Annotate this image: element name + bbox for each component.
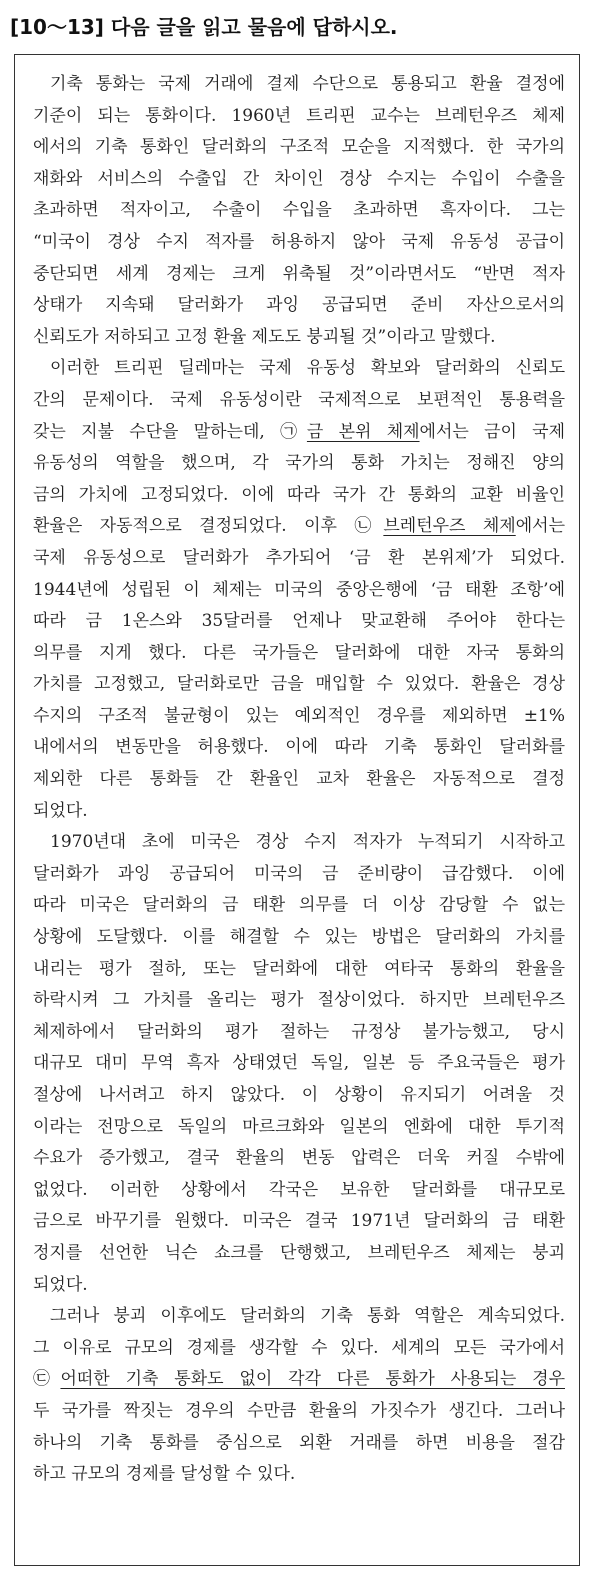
passage-line: 제외한 다른 통화들 간 환율인 교차 환율은 자동적으로 결정 bbox=[33, 769, 565, 790]
passage-line: 초과하면 적자이고, 수출이 수입을 초과하면 흑자이다. 그는 bbox=[33, 200, 565, 221]
passage-line: 상황에 도달했다. 이를 해결할 수 있는 방법은 달러화의 가치를 bbox=[33, 927, 565, 948]
passage-line: 이러한 트리핀 딜레마는 국제 유동성 확보와 달러화의 신뢰도 bbox=[50, 358, 565, 379]
passage-line: 대규모 대미 무역 흑자 상태였던 독일, 일본 등 주요국들은 평가 bbox=[33, 1053, 565, 1074]
passage-line: 유동성의 역할을 했으며, 각 국가의 통화 가치는 정해진 양의 bbox=[33, 453, 565, 474]
passage-line: 신뢰도가 저하되고 고정 환율 제도도 붕괴될 것”이라고 말했다. bbox=[33, 326, 496, 347]
passage-line: 간의 문제이다. 국제 유동성이란 국제적으로 보편적인 통용력을 bbox=[33, 389, 565, 410]
passage-line: 이라는 전망으로 독일의 마르크화와 일본의 엔화에 대한 투기적 bbox=[33, 1116, 565, 1137]
passage-line: 기축 통화는 국제 거래에 결제 수단으로 통용되고 환율 결정에 bbox=[50, 74, 565, 94]
passage-line: 두 국가를 짝짓는 경우의 수만큼 환율의 가짓수가 생긴다. 그러나 bbox=[33, 1400, 565, 1421]
passage-line: 상태가 지속돼 달러화가 과잉 공급되면 준비 자산으로서의 bbox=[33, 295, 565, 316]
passage-line: 따라 미국은 달러화의 금 태환 의무를 더 이상 감당할 수 없는 bbox=[33, 895, 565, 916]
passage-line: 되었다. bbox=[33, 1274, 88, 1295]
passage-line: 하고 규모의 경제를 달성할 수 있다. bbox=[33, 1464, 296, 1485]
passage-line: 하나의 기축 통화를 중심으로 외환 거래를 하면 비용을 절감 bbox=[33, 1432, 565, 1453]
passage-line: 그러나 붕괴 이후에도 달러화의 기축 통화 역할은 계속되었다. bbox=[50, 1306, 565, 1327]
passage-line: 수요가 증가했고, 결국 환율의 변동 압력은 더욱 커질 수밖에 bbox=[33, 1148, 565, 1169]
line-text: 에서는 금이 국제 bbox=[419, 421, 566, 442]
passage-line: 국제 유동성으로 달러화가 추가되어 ‘금 환 본위제’가 되었다. bbox=[33, 547, 565, 568]
passage-line: 수지의 구조적 불균형이 있는 예외적인 경우를 제외하면 ±1% bbox=[33, 705, 565, 726]
passage-line: 가치를 고정했고, 달러화로만 금을 매입할 수 있었다. 환율은 경상 bbox=[33, 674, 565, 695]
passage-line: 달러화가 과잉 공급되어 미국의 금 준비량이 급감했다. 이에 bbox=[33, 863, 565, 884]
passage-line: 재화와 서비스의 수출입 간 차이인 경상 수지는 수입이 수출을 bbox=[33, 168, 565, 189]
line-text: 갖는 지불 수단을 말하는데, bbox=[33, 421, 281, 442]
passage-line: 기준이 되는 통화이다. 1960년 트리핀 교수는 브레턴우즈 체제 bbox=[33, 105, 565, 126]
passage-line bbox=[33, 417, 565, 449]
passage-line: 1970년대 초에 미국은 경상 수지 적자가 누적되기 시작하고 bbox=[50, 832, 565, 853]
passage-line: “미국이 경상 수지 적자를 허용하지 않아 국제 유동성 공급이 bbox=[33, 231, 565, 252]
passage-text bbox=[33, 69, 565, 1491]
passage-line: 정지를 선언한 닉슨 쇼크를 단행했고, 브레턴우즈 체제는 붕괴 bbox=[33, 1242, 565, 1263]
passage-line: 중단되면 세계 경제는 크게 위축될 것”이라면서도 “반면 적자 bbox=[33, 263, 565, 284]
line-text: 에서는 bbox=[515, 516, 565, 537]
circled-marker: ㉠ bbox=[280, 421, 307, 442]
passage-box bbox=[14, 54, 580, 1566]
underlined-phrase: 브레턴우즈 체제 bbox=[383, 516, 516, 537]
passage-line: 체제하에서 달러화의 평가 절하는 규정상 불가능했고, 당시 bbox=[33, 1021, 565, 1042]
passage-line: 내에서의 변동만을 허용했다. 이에 따라 기축 통화인 달러화를 bbox=[33, 737, 565, 758]
line-text: 환율은 자동적으로 결정되었다. 이후 bbox=[33, 516, 355, 537]
passage-line: 의무를 지게 했다. 다른 국가들은 달러화에 대한 자국 통화의 bbox=[33, 642, 565, 663]
passage-line bbox=[33, 1364, 565, 1396]
passage-line: 내리는 평가 절하, 또는 달러화에 대한 여타국 통화의 환율을 bbox=[33, 958, 565, 979]
circled-marker: ㉡ bbox=[354, 516, 384, 537]
passage-line: 절상에 나서려고 하지 않았다. 이 상황이 유지되기 어려울 것 bbox=[33, 1085, 565, 1105]
passage-line: 없었다. 이러한 상황에서 각국은 보유한 달러화를 대규모로 bbox=[33, 1179, 565, 1200]
passage-line bbox=[33, 511, 565, 543]
passage-line: 금의 가치에 고정되었다. 이에 따라 국가 간 통화의 교환 비율인 bbox=[33, 484, 565, 505]
underlined-phrase: 어떠한 기축 통화도 없이 각각 다른 통화가 사용되는 경우 bbox=[60, 1369, 565, 1390]
passage-line: 금으로 바꾸기를 원했다. 미국은 결국 1971년 달러화의 금 태환 bbox=[33, 1211, 565, 1232]
passage-line: 되었다. bbox=[33, 800, 88, 821]
circled-marker: ㉢ bbox=[33, 1369, 61, 1390]
underlined-phrase: 금 본위 체제 bbox=[306, 421, 420, 442]
passage-line: 그 이유로 규모의 경제를 생각할 수 있다. 세계의 모든 국가에서 bbox=[33, 1337, 565, 1358]
passage-line: 에서의 기축 통화인 달러화의 구조적 모순을 지적했다. 한 국가의 bbox=[33, 137, 565, 158]
question-header: [10～13] 다음 글을 읽고 물음에 답하시오. bbox=[10, 15, 398, 39]
passage-line: 따라 금 1온스와 35달러를 언제나 맞교환해 주어야 한다는 bbox=[33, 611, 565, 632]
passage-line: 1944년에 성립된 이 체제는 미국의 중앙은행에 ‘금 태환 조항’에 bbox=[33, 579, 565, 600]
passage-line: 하락시켜 그 가치를 올리는 평가 절상이었다. 하지만 브레턴우즈 bbox=[33, 990, 565, 1011]
